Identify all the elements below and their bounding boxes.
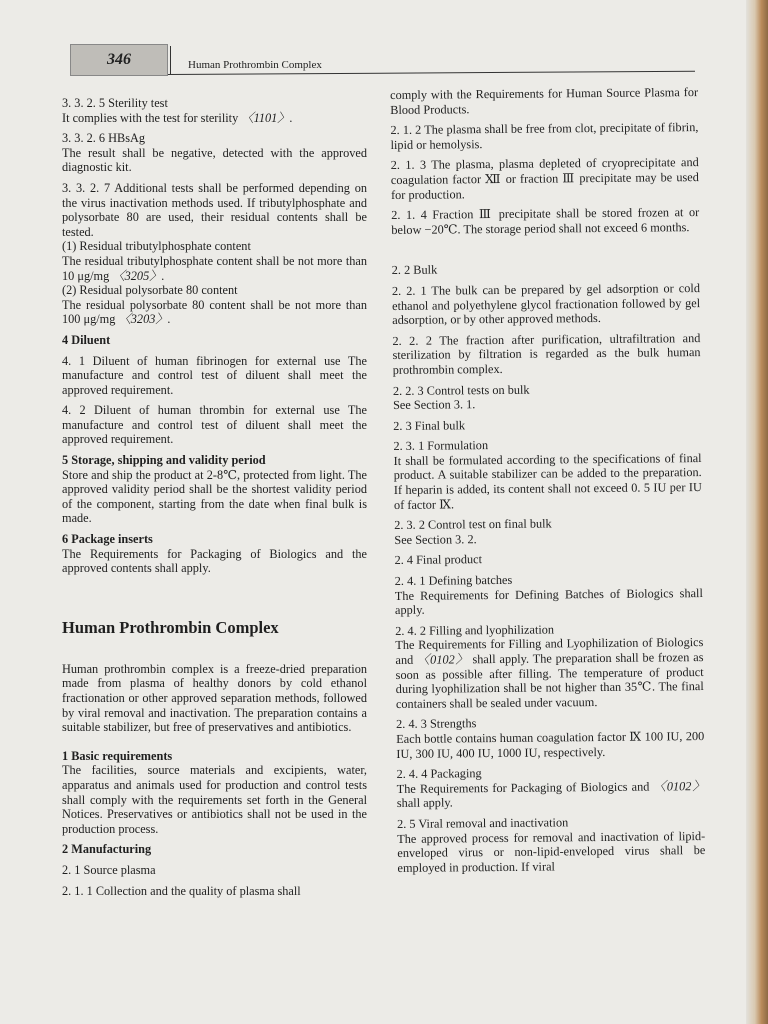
paragraph: Each bottle contains human coagulation factor Ⅸ 100 IU, 200 IU, 300 IU, 400 IU, 1000 IU, respectively.	[396, 728, 705, 761]
list-item: (1) Residual tributylphosphate content	[62, 239, 251, 254]
section-heading: 5 Storage, shipping and validity period	[62, 453, 266, 468]
paragraph: The result shall be negative, detected with the approved diagnostic kit.	[62, 145, 367, 175]
section-heading: 3. 3. 2. 5 Sterility test	[62, 96, 168, 110]
page-number: 346	[70, 44, 168, 76]
paragraph: 4. 2 Diluent of human thrombin for external use The manufacture and control test of diluent shall meet the approved requirement.	[62, 403, 367, 447]
paragraph: 2. 1. 4 Fraction Ⅲ precipitate shall be stored frozen at or below −20℃. The storage period shall not exceed 6 months.	[391, 205, 700, 237]
paragraph: See Section 3. 2.	[394, 532, 477, 547]
section-heading: 2. 3 Final bulk	[393, 417, 466, 433]
paragraph: The approved process for removal and inactivation of lipid-enveloped virus or non-lipid-enveloped virus shall be employed in production. If viral	[397, 828, 706, 875]
section-heading: 3. 3. 2. 6 HBsAg	[62, 131, 146, 146]
section-heading: 2. 5 Viral removal and inactivation	[396, 815, 569, 831]
paragraph: The facilities, source materials and excipients, water, apparatus and animals used for production and control tests shall comply with the requirements set forth in the General Notices. Preservatives or antibiotics shall not be used in the production process.	[62, 763, 367, 836]
paragraph: It complies with the test for sterility 〈1101〉.	[62, 110, 293, 125]
section-heading: 2. 4. 2 Filling and lyophilization	[395, 622, 555, 638]
paragraph: comply with the Requirements for Human Source Plasma for Blood Products.	[390, 85, 699, 117]
paragraph: Store and ship the product at 2-8℃, protected from light. The approved validity period shall be the shortest validity period of the component, starting from the date when final bulk is made.	[62, 467, 367, 526]
section-heading: 2. 1 Source plasma	[62, 862, 156, 877]
paragraph: The Requirements for Packaging of Biologics and 〈0102〉 shall apply.	[396, 778, 705, 811]
paragraph: The Requirements for Packaging of Biologics and the approved contents shall apply.	[62, 546, 367, 576]
paragraph: The Requirements for Defining Batches of Biologics shall apply.	[394, 585, 703, 618]
paragraph: The residual tributylphosphate content shall be not more than 10 μg/mg 〈3205〉.	[62, 253, 367, 283]
paragraph: 2. 1. 3 The plasma, plasma depleted of cryoprecipitate and coagulation factor Ⅻ or fraction Ⅲ precipitate may be used for production.	[390, 155, 699, 202]
section-heading: 2. 2 Bulk	[391, 262, 438, 278]
running-title: Human Prothrombin Complex	[188, 59, 322, 71]
paragraph: The Requirements for Filling and Lyophilization of Biologics and 〈0102〉 shall apply. The preparation shall be frozen as soon as possible after filling. The temperature of product during lyophilization shall be not higher than 35℃. The final containers shall be sealed under vacuum.	[395, 635, 704, 711]
section-heading: 2. 4. 3 Strengths	[396, 716, 477, 732]
paragraph: 2. 2. 2 The fraction after purification, ultrafiltration and sterilization by filtration is regarded as the bulk human prothrombin complex.	[392, 330, 701, 377]
paragraph: It shall be formulated according to the specifications of final product. A suitable stabilizer can be added to the preparation. If heparin is added, its content shall not exceed 0. 5 IU per IU of factor Ⅸ.	[393, 450, 702, 512]
page-header	[70, 44, 695, 76]
paragraph: See Section 3. 1.	[392, 397, 476, 413]
monograph-title: Human Prothrombin Complex	[62, 617, 279, 637]
section-heading: 2. 4. 1 Defining batches	[394, 572, 513, 589]
paragraph: 3. 3. 2. 7 Additional tests shall be performed depending on the virus inactivation methods used. If tributylphosphate and polysorbate 80 are used, their residual contents shall be tested.	[62, 180, 367, 239]
section-heading: 2. 4. 4 Packaging	[396, 766, 482, 782]
paragraph: 2. 1. 1 Collection and the quality of plasma shall	[62, 883, 301, 898]
section-heading: 6 Package inserts	[62, 532, 153, 547]
header-divider	[170, 46, 171, 74]
section-heading: 2. 4 Final product	[394, 552, 483, 568]
section-heading: 2 Manufacturing	[62, 842, 152, 857]
section-heading: 2. 2. 3 Control tests on bulk	[392, 382, 530, 398]
section-heading: 2. 3. 1 Formulation	[393, 438, 489, 454]
right-column	[390, 85, 706, 875]
paragraph: 2. 2. 1 The bulk can be prepared by gel adsorption or cold ethanol and polyethylene glycol fractionation followed by gel adsorption, or by other approved methods.	[391, 280, 701, 328]
section-heading: 2. 3. 2 Control test on final bulk	[394, 516, 552, 533]
paragraph: 2. 1. 2 The plasma shall be free from clot, precipitate of fibrin, lipid or hemolysis.	[390, 120, 699, 152]
list-item: (2) Residual polysorbate 80 content	[62, 283, 238, 298]
left-column	[62, 96, 367, 898]
header-rule	[168, 71, 695, 75]
section-heading: 4 Diluent	[62, 332, 111, 347]
paragraph: The residual polysorbate 80 content shall be not more than 100 μg/mg 〈3203〉.	[62, 297, 367, 327]
page-edge	[746, 0, 768, 1024]
section-heading: 1 Basic requirements	[62, 748, 173, 763]
paragraph: Human prothrombin complex is a freeze-dried preparation made from plasma of healthy donors by cold ethanol fractionation or other approved separation methods, followed by viral removal and inactivation. The preparation contains a suitable stabilizer, but free of preservatives and antibiotics.	[62, 661, 367, 735]
paragraph: 4. 1 Diluent of human fibrinogen for external use The manufacture and control test of diluent shall meet the approved requirement.	[62, 353, 367, 397]
